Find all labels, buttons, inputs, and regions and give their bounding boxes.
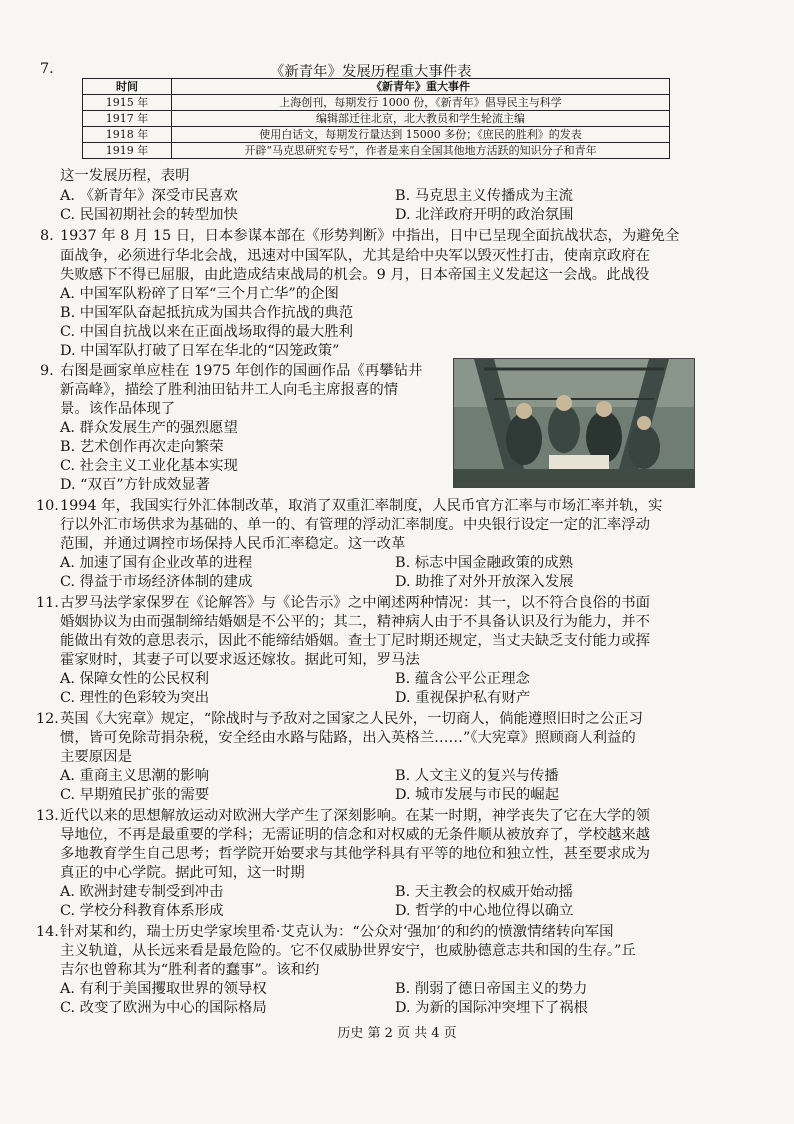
q9-stem-line: 新高峰》，描绘了胜利油田钻井工人向毛主席报喜的情 — [60, 382, 399, 398]
q14-option-b[interactable]: B. 削弱了德日帝国主义的势力 — [395, 981, 588, 997]
q12-stem-line: 主要原因是 — [60, 749, 132, 765]
q11-number: 11. — [36, 595, 59, 611]
q11-option-b[interactable]: B. 蕴含公平公正理念 — [395, 671, 530, 687]
q10-number: 10. — [36, 498, 59, 514]
q14-option-d[interactable]: D. 为新的国际冲突埋下了祸根 — [395, 1000, 588, 1016]
painting-illustration — [454, 359, 694, 487]
event-cell: 使用白话文，每期发行量达到 15000 多份；《庶民的胜利》的发表 — [172, 127, 670, 143]
q8-option-c[interactable]: C. 中国自抗战以来在正面战场取得的最大胜利 — [60, 324, 354, 340]
q13-option-d[interactable]: D. 哲学的中心地位得以确立 — [395, 903, 574, 919]
q10-stem-line: 范围，并通过调控市场保持人民币汇率稳定。这一改革 — [60, 536, 406, 552]
q10-option-b[interactable]: B. 标志中国金融政策的成熟 — [395, 555, 574, 571]
q9-number: 9. — [40, 363, 54, 379]
table-row — [83, 143, 670, 159]
q14-option-a[interactable]: A. 有利于美国攫取世界的领导权 — [60, 981, 267, 997]
year-cell: 1919 年 — [83, 143, 172, 159]
q12-stem-line: 英国《大宪章》规定，“除战时与予敌对之国家之人民外，一切商人，倘能遵照旧时之公正习 — [60, 711, 643, 727]
table-row — [83, 111, 670, 127]
q13-stem-line: 导地位，不再是最重要的学科；无需证明的信念和对权威的无条件顺从被放弃了，学校越来越 — [60, 827, 651, 843]
q11-option-c[interactable]: C. 理性的色彩较为突出 — [60, 690, 210, 706]
q13-option-c[interactable]: C. 学校分科教育体系形成 — [60, 903, 224, 919]
q10-option-d[interactable]: D. 助推了对外开放深入发展 — [395, 574, 574, 590]
q7-option-a[interactable]: A. 《新青年》深受市民喜欢 — [60, 188, 238, 204]
q14-option-c[interactable]: C. 改变了欧洲为中心的国际格局 — [60, 1000, 267, 1016]
q10-stem-line: 1994 年，我国实行外汇体制改革，取消了双重汇率制度，人民币官方汇率与市场汇率并轨，实 — [60, 498, 663, 514]
q10-option-c[interactable]: C. 得益于市场经济体制的建成 — [60, 574, 253, 590]
q13-stem-line: 多地教育学生自己思考；哲学院开始要求与其他学科具有平等的地位和独立性，甚至要求成为 — [60, 846, 651, 862]
q12-option-c[interactable]: C. 早期殖民扩张的需要 — [60, 787, 210, 803]
q8-option-a[interactable]: A. 中国军队粉碎了日军“三个月亡华”的企图 — [60, 286, 339, 302]
event-cell: 编辑部迁往北京，北大教员和学生轮流主编 — [172, 111, 670, 127]
q10-stem-line: 行以外汇市场供求为基础的、单一的、有管理的浮动汇率制度。中央银行设定一定的汇率浮动 — [60, 517, 651, 533]
q7-number: 7. — [40, 61, 54, 77]
q7-table-title: 《新青年》发展历程重大事件表 — [270, 64, 472, 80]
table-row — [83, 127, 670, 143]
page-footer: 历史 第 2 页 共 4 页 — [337, 1026, 457, 1041]
q13-stem-line: 近代以来的思想解放运动对欧洲大学产生了深刻影响。在某一时期，神学丧失了它在大学的领 — [60, 808, 651, 824]
q7-option-b[interactable]: B. 马克思主义传播成为主流 — [395, 188, 574, 204]
q7-option-c[interactable]: C. 民国初期社会的转型加快 — [60, 207, 238, 223]
q14-number: 14. — [36, 924, 59, 940]
q8-number: 8. — [40, 228, 54, 244]
q7-events-table — [82, 78, 670, 159]
q11-stem-line: 霍家财时，其妻子可以要求返还嫁妆。据此可知，罗马法 — [60, 652, 420, 668]
q13-stem-line: 真正的中心学院。据此可知，这一时期 — [60, 865, 305, 881]
q14-stem-line: 主义轨道，从长远来看是最危险的。它不仅威胁世界安宁，也威胁德意志共和国的生存。”丘 — [60, 943, 636, 959]
q10-option-a[interactable]: A. 加速了国有企业改革的进程 — [60, 555, 253, 571]
q14-stem-line: 针对某和约，瑞士历史学家埃里希·艾克认为：“公众对‘强加’的和约的愤激情绪转向军国 — [60, 924, 614, 940]
q9-stem-line: 景。该作品体现了 — [60, 401, 176, 417]
q8-option-d[interactable]: D. 中国军队打破了日军在华北的“囚笼政策” — [60, 343, 340, 359]
q9-option-a[interactable]: A. 群众发展生产的强烈愿望 — [60, 420, 238, 436]
q9-stem-line: 右图是画家单应桂在 1975 年创作的国画作品《再攀钻井 — [60, 363, 423, 379]
year-cell: 1917 年 — [83, 111, 172, 127]
q13-number: 13. — [36, 808, 59, 824]
table-header-row — [83, 79, 670, 95]
q7-option-d[interactable]: D. 北洋政府开明的政治氛围 — [395, 207, 574, 223]
q8-stem-line: 面战争，必须进行华北会战，迅速对中国军队，尤其是给中央军以毁灭性打击，使南京政府在 — [60, 248, 651, 264]
q12-stem-line: 惯，皆可免除苛捐杂税，安全经由水路与陆路，出入英格兰……”《大宪章》照顾商人利益的 — [60, 730, 636, 746]
event-cell: 开辟“马克思研究专号”，作者是来自全国其他地方活跃的知识分子和青年 — [172, 143, 670, 159]
q7-stem: 这一发展历程，表明 — [60, 168, 190, 184]
q11-stem-line: 婚姻协议为由而强制缔结婚姻是不公平的；其二，精神病人由于不具备认识及行为能力，并不 — [60, 614, 651, 630]
q8-stem-line: 失败感下不得已屈服，由此造成结束战局的机会。9 月，日本帝国主义发起这一会战。此战役 — [60, 267, 650, 283]
header-cell: 时间 — [83, 79, 172, 95]
year-cell: 1915 年 — [83, 95, 172, 111]
q12-option-a[interactable]: A. 重商主义思潮的影响 — [60, 768, 210, 784]
q12-option-d[interactable]: D. 城市发展与市民的崛起 — [395, 787, 560, 803]
year-cell: 1918 年 — [83, 127, 172, 143]
event-cell: 上海创刊，每期发行 1000 份，《新青年》倡导民主与科学 — [172, 95, 670, 111]
q9-option-d[interactable]: D. “双百”方针成效显著 — [60, 477, 211, 493]
q9-option-c[interactable]: C. 社会主义工业化基本实现 — [60, 458, 238, 474]
q12-number: 12. — [36, 711, 59, 727]
q13-option-b[interactable]: B. 天主教会的权威开始动摇 — [395, 884, 574, 900]
painting-image — [453, 358, 695, 488]
q14-stem-line: 吉尔也曾称其为“胜利者的蠢事”。该和约 — [60, 962, 320, 978]
q12-option-b[interactable]: B. 人文主义的复兴与传播 — [395, 768, 559, 784]
q11-stem-line: 古罗马法学家保罗在《论解答》与《论告示》之中阐述两种情况：其一，以不符合良俗的书面 — [60, 595, 651, 611]
q11-stem-line: 能做出有效的意思表示，因此不能缔结婚姻。查士丁尼时期还规定，当丈夫缺乏支付能力或挥 — [60, 633, 651, 649]
q11-option-a[interactable]: A. 保障女性的公民权利 — [60, 671, 210, 687]
q11-option-d[interactable]: D. 重视保护私有财产 — [395, 690, 531, 706]
q8-stem-line: 1937 年 8 月 15 日，日本参谋本部在《形势判断》中指出，日中已呈现全面抗战状态，为避免全 — [60, 228, 680, 244]
q13-option-a[interactable]: A. 欧洲封建专制受到冲击 — [60, 884, 224, 900]
table-row — [83, 95, 670, 111]
q9-option-b[interactable]: B. 艺术创作再次走向繁荣 — [60, 439, 224, 455]
header-cell: 《新青年》重大事件 — [172, 79, 670, 95]
q8-option-b[interactable]: B. 中国军队奋起抵抗成为国共合作抗战的典范 — [60, 305, 354, 321]
